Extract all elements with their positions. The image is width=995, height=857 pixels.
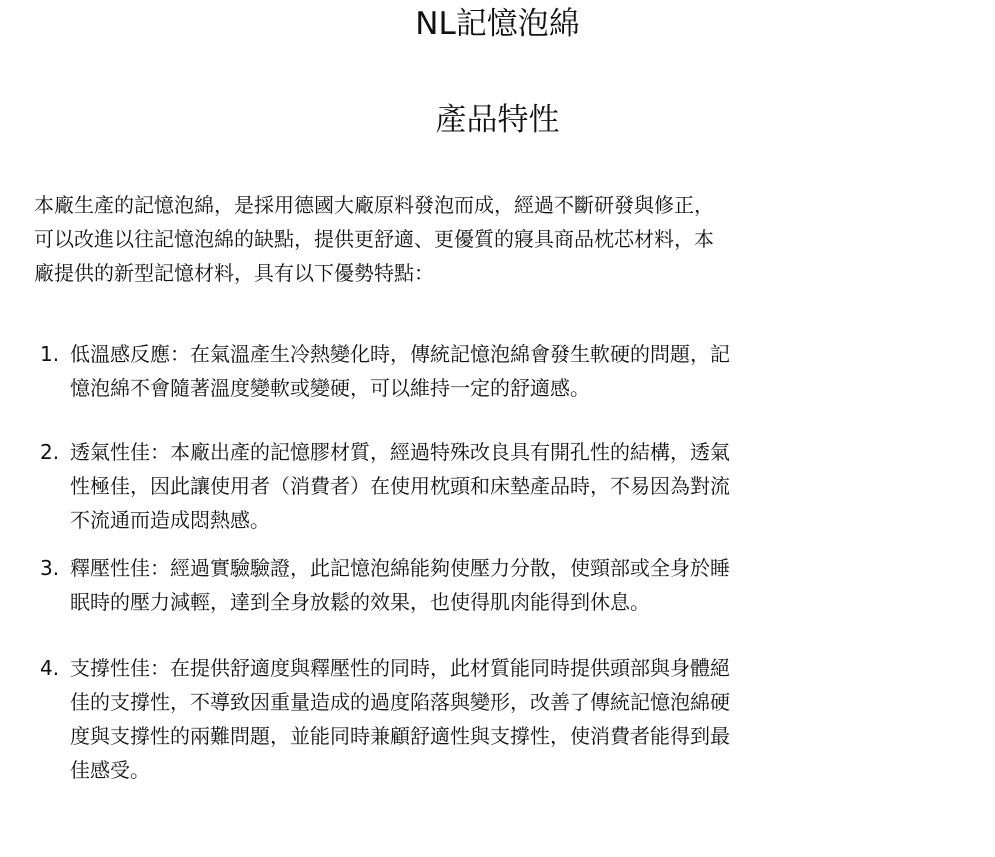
feature-number: 4. xyxy=(40,656,60,680)
intro-line: 可以改進以往記憶泡綿的缺點，提供更舒適、更優質的寢具商品枕芯材料，本 xyxy=(34,227,714,251)
feature-text-line: 透氣性佳：本廠出產的記憶膠材質，經過特殊改良具有開孔性的結構，透氣 xyxy=(70,440,730,464)
feature-text-line: 眠時的壓力減輕，達到全身放鬆的效果，也使得肌肉能得到休息。 xyxy=(70,590,650,614)
feature-number: 3. xyxy=(40,556,60,580)
feature-item-support xyxy=(40,651,940,787)
feature-text-line: 支撐性佳：在提供舒適度與釋壓性的同時，此材質能同時提供頭部與身體絕 xyxy=(70,656,730,680)
feature-number: 2. xyxy=(40,440,60,464)
feature-text-line: 佳感受。 xyxy=(70,758,150,782)
feature-item-pressure-relief xyxy=(40,551,940,619)
feature-item-low-temperature xyxy=(40,337,940,405)
feature-number: 1. xyxy=(40,342,60,366)
feature-text-line: 憶泡綿不會隨著溫度變軟或變硬，可以維持一定的舒適感。 xyxy=(70,376,590,400)
intro-paragraph xyxy=(34,188,934,290)
feature-text-line: 不流通而造成悶熱感。 xyxy=(70,508,270,532)
intro-line: 本廠生產的記憶泡綿，是採用德國大廠原料發泡而成，經過不斷研發與修正， xyxy=(34,193,714,217)
document-subtitle: 產品特性 xyxy=(435,102,560,138)
intro-line: 廠提供的新型記憶材料，具有以下優勢特點： xyxy=(34,261,434,285)
feature-text-line: 佳的支撐性，不導致因重量造成的過度陷落與變形，改善了傳統記憶泡綿硬 xyxy=(70,690,730,714)
feature-item-breathability xyxy=(40,435,940,537)
feature-text-line: 度與支撐性的兩難問題，並能同時兼顧舒適性與支撐性，使消費者能得到最 xyxy=(70,724,730,748)
feature-text-line: 低溫感反應：在氣溫產生冷熱變化時，傳統記憶泡綿會發生軟硬的問題，記 xyxy=(70,342,730,366)
document-title: NL記憶泡綿 xyxy=(415,6,580,42)
feature-text-line: 釋壓性佳：經過實驗驗證，此記憶泡綿能夠使壓力分散，使頸部或全身於睡 xyxy=(70,556,730,580)
feature-text-line: 性極佳，因此讓使用者（消費者）在使用枕頭和床墊產品時，不易因為對流 xyxy=(70,474,730,498)
